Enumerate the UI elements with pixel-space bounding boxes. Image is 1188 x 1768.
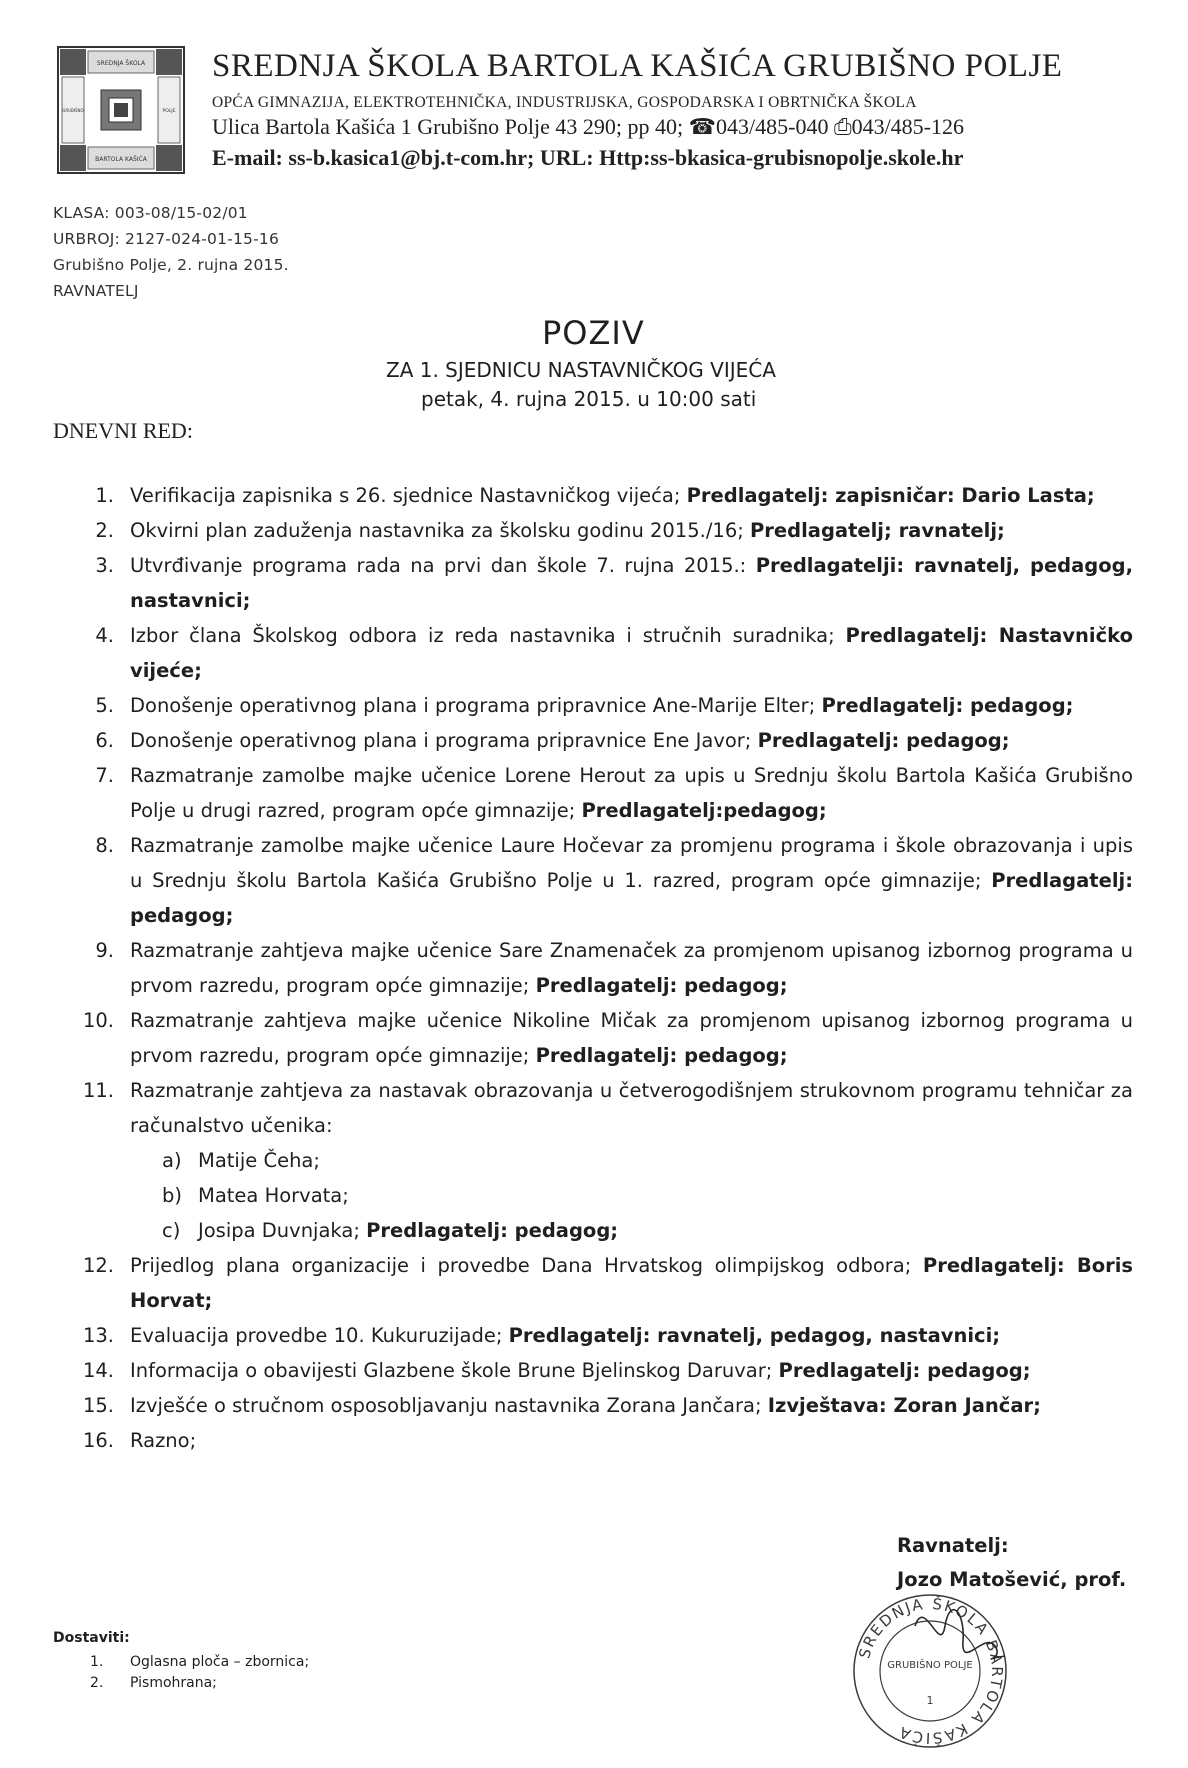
phone-icon: ☎ bbox=[688, 114, 716, 139]
agenda-item-text: Informacija o obavijesti Glazbene škole Brune Bjelinskog Daruvar; bbox=[130, 1359, 773, 1382]
agenda-item-proposer: Predlagatelj: pedagog; bbox=[535, 1044, 788, 1067]
author: RAVNATELJ bbox=[53, 282, 139, 300]
agenda-item-text: Prijedlog plana organizacije i provedbe Dana Hrvatskog olimpijskog odbora; bbox=[130, 1254, 912, 1277]
agenda-subitem bbox=[130, 1213, 1133, 1248]
fax-icon: ⎙ bbox=[833, 114, 852, 139]
agenda-item-number: 8. bbox=[95, 834, 114, 857]
document-subtitle: ZA 1. SJEDNICU NASTAVNIČKOG VIJEĆA bbox=[386, 358, 776, 382]
agenda-item-number: 16. bbox=[82, 1429, 114, 1452]
agenda-item-text: Izbor člana Školskog odbora iz reda nastavnika i stručnih suradnika; bbox=[130, 624, 835, 647]
agenda-item bbox=[80, 618, 1133, 688]
school-logo bbox=[57, 46, 185, 174]
agenda-item-number: 7. bbox=[95, 764, 114, 787]
agenda-item bbox=[80, 1423, 1133, 1458]
place-date: Grubišno Polje, 2. rujna 2015. bbox=[53, 256, 289, 274]
delivery-item-number: 1. bbox=[90, 1654, 104, 1670]
logo-label-top: SREDNJA ŠKOLA bbox=[96, 60, 146, 67]
agenda-item-number: 5. bbox=[95, 694, 114, 717]
signature-title: Ravnatelj: bbox=[897, 1534, 1009, 1557]
meeting-time: petak, 4. rujna 2015. u 10:00 sati bbox=[421, 387, 757, 411]
agenda-heading: DNEVNI RED: bbox=[53, 418, 193, 443]
school-types: OPĆA GIMNAZIJA, ELEKTROTEHNIČKA, INDUSTRIJSKA, GOSPODARSKA I OBRTNIČKA ŠKOLA bbox=[212, 94, 917, 111]
agenda-item-proposer: Predlagatelji: ravnatelj, pedagog, nastavnici; bbox=[130, 554, 1134, 612]
agenda-list bbox=[80, 478, 1133, 1458]
agenda-item-text: Razmatranje zamolbe majke učenice Lorene Herout za upis u Srednju školu Bartola Kašića Grubišno Polje u drugi razred, program opće gimnazije; bbox=[130, 764, 1133, 822]
agenda-item-proposer: Predlagatelj: pedagog; bbox=[535, 974, 788, 997]
agenda-item-proposer: Predlagatelj: Boris Horvat; bbox=[130, 1254, 1133, 1312]
agenda-item-text: Izvješće o stručnom osposobljavanju nastavnika Zorana Jančara; bbox=[130, 1394, 762, 1417]
agenda-subitem bbox=[130, 1178, 1133, 1213]
agenda-subitem-proposer: Predlagatelj: pedagog; bbox=[366, 1219, 619, 1242]
agenda-item bbox=[80, 513, 1133, 548]
school-contact: E-mail: ss-b.kasica1@bj.t-com.hr; URL: Http:ss-bkasica-grubisnopolje.skole.hr bbox=[212, 145, 964, 170]
agenda-item-text: Okvirni plan zaduženja nastavnika za školsku godinu 2015./16; bbox=[130, 519, 744, 542]
agenda-item-number: 14. bbox=[82, 1359, 114, 1382]
stamp-ring-text: SREDNJA ŠKOLA BARTOLA KAŠIĆA bbox=[855, 1594, 1007, 1748]
document-title: POZIV bbox=[542, 314, 645, 352]
phone-number: 043/485-040 bbox=[716, 114, 829, 139]
agenda-item-number: 6. bbox=[95, 729, 114, 752]
agenda-item-text: Razno; bbox=[130, 1429, 197, 1452]
agenda-item-number: 9. bbox=[95, 939, 114, 962]
agenda-item bbox=[80, 758, 1133, 828]
stamp-number: 1 bbox=[926, 1694, 934, 1707]
logo-label-bottom: BARTOLA KAŠIĆA bbox=[95, 156, 147, 163]
address-text: Ulica Bartola Kašića 1 Grubišno Polje 43 290; pp 40; bbox=[212, 114, 684, 139]
agenda-item-text: Evaluacija provedbe 10. Kukuruzijade; bbox=[130, 1324, 503, 1347]
agenda-item-number: 1. bbox=[95, 484, 114, 507]
urbroj: URBROJ: 2127-024-01-15-16 bbox=[53, 230, 280, 248]
agenda-item-proposer: Predlagatelj: Nastavničko vijeće; bbox=[130, 624, 1133, 682]
agenda-item-proposer: Predlagatelj: pedagog; bbox=[778, 1359, 1031, 1382]
agenda-item-text: Utvrđivanje programa rada na prvi dan škole 7. rujna 2015.: bbox=[130, 554, 747, 577]
agenda-subitem-label: c) bbox=[162, 1219, 181, 1242]
agenda-item-proposer: Predlagatelj: ravnatelj, pedagog, nastavnici; bbox=[508, 1324, 1001, 1347]
agenda-item-text: Verifikacija zapisnika s 26. sjednice Nastavničkog vijeća; bbox=[130, 484, 681, 507]
agenda-subitem-label: b) bbox=[162, 1184, 182, 1207]
klasa: KLASA: 003-08/15-02/01 bbox=[53, 204, 248, 222]
delivery-item bbox=[90, 1673, 309, 1694]
agenda-item-text: Donošenje operativnog plana i programa pripravnice Ane-Marije Elter; bbox=[130, 694, 816, 717]
agenda-item-text: Razmatranje zahtjeva za nastavak obrazovanja u četverogodišnjem strukovnom programu tehničar za računalstvo učenika: bbox=[130, 1079, 1133, 1137]
agenda-item bbox=[80, 1318, 1133, 1353]
agenda-item-number: 11. bbox=[82, 1079, 114, 1102]
agenda-subitem-text: Matije Čeha; bbox=[198, 1149, 320, 1172]
agenda-item-number: 3. bbox=[95, 554, 114, 577]
agenda-item-number: 12. bbox=[82, 1254, 114, 1277]
school-stamp bbox=[845, 1586, 1015, 1756]
delivery-item-number: 2. bbox=[90, 1675, 104, 1691]
school-name: SREDNJA ŠKOLA BARTOLA KAŠIĆA GRUBIŠNO POLJE bbox=[212, 48, 1063, 84]
fax-number: 043/485-126 bbox=[851, 114, 965, 139]
agenda-subitem bbox=[130, 1143, 1133, 1178]
agenda-item bbox=[80, 1388, 1133, 1423]
agenda-item bbox=[80, 933, 1133, 1003]
agenda-item-number: 13. bbox=[82, 1324, 114, 1347]
agenda-item-number: 10. bbox=[82, 1009, 114, 1032]
agenda-subitem-label: a) bbox=[162, 1149, 182, 1172]
agenda-item-number: 2. bbox=[95, 519, 114, 542]
agenda-sublist bbox=[130, 1143, 1133, 1248]
agenda-item-text: Razmatranje zamolbe majke učenice Laure Hočevar za promjenu programa i škole obrazovanja i upis u Srednju školu Bartola Kašića Grubišno Polje u 1. razred, program opće gimnazije; bbox=[130, 834, 1133, 892]
agenda-item-text: Razmatranje zahtjeva majke učenice Sare Znamenaček za promjenom upisanog izbornog programa u prvom razredu, program opće gimnazije; bbox=[130, 939, 1133, 997]
agenda-item-number: 4. bbox=[95, 624, 114, 647]
delivery-list bbox=[90, 1652, 309, 1694]
delivery-label: Dostaviti: bbox=[53, 1630, 130, 1646]
agenda-item bbox=[80, 688, 1133, 723]
agenda-item-proposer: Predlagatelj; ravnatelj; bbox=[750, 519, 1005, 542]
stamp-center-text: GRUBIŠNO POLJE bbox=[887, 1660, 973, 1671]
agenda-item bbox=[80, 1353, 1133, 1388]
agenda-subitem-text: Matea Horvata; bbox=[198, 1184, 349, 1207]
logo-label-left: GRUBIŠNO bbox=[62, 108, 84, 113]
signature-name: Jozo Matošević, prof. bbox=[897, 1568, 1127, 1591]
agenda-item bbox=[80, 1248, 1133, 1318]
delivery-item bbox=[90, 1652, 309, 1673]
delivery-item-text: Pismohrana; bbox=[130, 1675, 217, 1691]
agenda-item-proposer: Predlagatelj: zapisničar: Dario Lasta; bbox=[686, 484, 1095, 507]
logo-label-right: POLJE bbox=[162, 109, 176, 114]
agenda-item bbox=[80, 1073, 1133, 1248]
agenda-item-proposer: Predlagatelj: pedagog; bbox=[757, 729, 1010, 752]
agenda-item-proposer: Izvještava: Zoran Jančar; bbox=[767, 1394, 1041, 1417]
agenda-subitem-text: Josipa Duvnjaka; bbox=[198, 1219, 360, 1242]
agenda-item-text: Razmatranje zahtjeva majke učenice Nikoline Mičak za promjenom upisanog izbornog programa u prvom razredu, program opće gimnazije; bbox=[130, 1009, 1133, 1067]
agenda-item bbox=[80, 828, 1133, 933]
agenda-item bbox=[80, 548, 1133, 618]
agenda-item-text: Donošenje operativnog plana i programa pripravnice Ene Javor; bbox=[130, 729, 752, 752]
agenda-item-proposer: Predlagatelj: pedagog; bbox=[130, 869, 1133, 927]
agenda-item-number: 15. bbox=[82, 1394, 114, 1417]
agenda-item-proposer: Predlagatelj: pedagog; bbox=[821, 694, 1074, 717]
school-address bbox=[212, 114, 964, 140]
agenda-item bbox=[80, 1003, 1133, 1073]
delivery-item-text: Oglasna ploča – zbornica; bbox=[130, 1654, 310, 1670]
agenda-item bbox=[80, 478, 1133, 513]
agenda-item bbox=[80, 723, 1133, 758]
agenda-item-proposer: Predlagatelj:pedagog; bbox=[581, 799, 827, 822]
